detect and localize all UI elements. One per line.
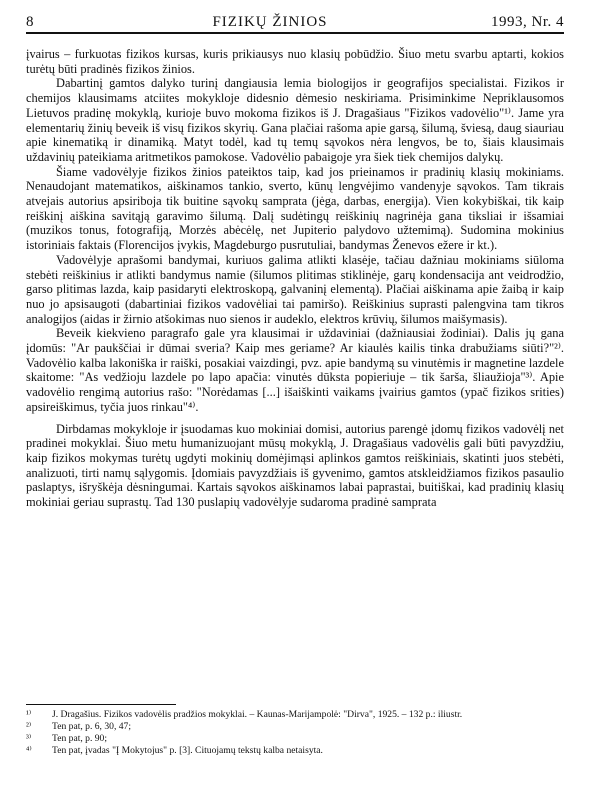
footnote-text: Ten pat, įvadas "Į Mokytojus" p. [3]. Cituojamų tekstų kalba netaisyta. bbox=[52, 745, 323, 756]
footnote-mark: ³⁾ bbox=[26, 733, 32, 744]
issue-label: 1993, Nr. 4 bbox=[491, 14, 564, 30]
paragraph: Šiame vadovėlyje fizikos žinios pateiktos taip, kad jos prieinamos ir pradinių klasių mokiniams. Nenaudojant matematikos, aiškinamos tankio, sverto, kūnų lengvėjimo vandenyje sąvokos. Tam tikrais atvejais autorius apsiriboja tik buitine sąvokų samprata (jėga, darbas, energija). Vien kokybiškai, tik kaip reiškinį aiškina savitąją garavimo šilumą. Dalį sudėtingų reiškinių nagrinėja gana tiksliai ir išsamiai (muzikos tonus, fotografiją, Morzės abėcėlę, net Jupiterio palydovo užtemimą). Sudomina mokinius istoriniais faktais (Florencijos įvykis, Magdeburgo pusrutuliai, bandymas Ženevos ežere ir kt.). bbox=[26, 164, 564, 253]
footnote-item bbox=[26, 733, 564, 745]
paragraph: įvairus – furkuotas fizikos kursas, kuris prikiausys nuo klasių pobūdžio. Šiuo metu svarbu aptarti, kokios turėtų būti pradinės fizikos žinios. bbox=[26, 47, 564, 76]
footnote-item bbox=[26, 721, 564, 733]
paragraph: Beveik kiekvieno paragrafo gale yra klausimai ir uždaviniai (dažniausiai žodiniai). Dalis jų gana įdomūs: "Ar paukščiai ir dūmai sveria? Kaip mes geriame? Ar kiaulės kailis tinka drabužiams siūti?"²⁾. Vadovėlio kalba lakoniška ir raiški, posakiai vaizdingi, pvz. apie bandymą su vinutėmis ir magnetine lazdele skaitome: "As vedžioju lazdele po lapo apačia: vinutės dūksta popieriuje – tik šarša, šliaužioja"³⁾. Apie vadovėlio rengimą autorius rašo: "Norėdamas [...] išaiškinti vaikams įvairius gamtos (ypač fizikos srities) apsireiškimus, tyčia juos rinkau"⁴⁾. bbox=[26, 326, 564, 414]
footnote-mark: ⁴⁾ bbox=[26, 745, 32, 756]
journal-title: FIZIKŲ ŽINIOS bbox=[212, 14, 328, 30]
page-number: 8 bbox=[26, 14, 34, 30]
footnote-text: J. Dragašius. Fizikos vadovėlis pradžios mokyklai. – Kaunas-Marijampolė: "Dirva", 1925. – 132 p.: iliustr. bbox=[52, 709, 463, 720]
paragraph: Dirbdamas mokykloje ir įsuodamas kuo mokiniai domisi, autorius parengė įdomų fizikos vadovėlį net pradinei mokyklai. Šiuo metu humanizuojant mūsų mokyklą, J. Dragašiaus vadovėlis gali būti pavyzdžiu, kaip fizikos mokymas turėtų ugdyti mokinių domėjimąsi aplinkos gamtos reiškiniais, skatinti juos stebėti, analizuoti, tirti namų sąlygomis. Įdomiais pavyzdžiais iš gyvenimo, gamtos atskleidžiamos fizikos pasaulio paslaptys, išryškėja dėsningumai. Kartais sąvokos aiškinamos labai paprastai, buitiškai, kad pradinių klasių mokiniai geriau suprastų. Tad 130 puslapių vadovėlyje sudaroma pradinė samprata bbox=[26, 421, 564, 510]
footnotes bbox=[26, 704, 564, 757]
footnote-divider bbox=[26, 704, 176, 705]
footnote-mark: ¹⁾ bbox=[26, 709, 32, 720]
paragraph: Dabartinį gamtos dalyko turinį dangiausia lemia biologijos ir geografijos specialistai. Fizikos ir chemijos klausimams atciites mokykloje didesnio dėmesio neskiriama. Prisiminkime Nepriklausomos Lietuvos pradinę mokyklą, kurioje buvo mokoma fizikos iš J. Dragašiaus "Fizikos vadovėlio"¹⁾. Jame yra elementarių žinių beveik iš visų fizikos skyrių. Gana plačiai rašoma apie garsą, šilumą, šviesą, daug siauriau apie kinematiką ir dinamiką. Matyt todėl, kad tų temų sąvokos nėra lengvos, be to, šiais klausimais uždavinių pateikiama aritmetikos pamokose. Vadovėlio pabaigoje yra šiek tiek chemijos dalykų. bbox=[26, 76, 564, 164]
footnote-mark: ²⁾ bbox=[26, 721, 32, 732]
paragraph: Vadovėlyje aprašomi bandymai, kuriuos galima atlikti klasėje, tačiau dažniau mokiniams siūloma stebėti reiškinius ir atlikti bandymus namie (šilumos plitimas stiklinėje, garų kondensacija ant veidrodžio, garso plitimas lazda, kaip pasidaryti elektroskopą, galvaninį elementą). Plačiai aiškinama apie žaibą ir kaip nuo jo apsisaugoti (dabartiniai fizikos vadovėliai tai pamiršo). Reiškinius suprasti palengvina tam tikros analogijos (aidas ir žirnio atšokimas nuo sienos ir audeklo, elektros krūvių, šilumos maišymasis). bbox=[26, 252, 564, 326]
running-header bbox=[26, 14, 564, 34]
footnote-item bbox=[26, 745, 564, 757]
footnote-text: Ten pat, p. 6, 30, 47; bbox=[52, 721, 131, 732]
footnote-text: Ten pat, p. 90; bbox=[52, 733, 108, 744]
article-body bbox=[26, 47, 564, 510]
footnote-item bbox=[26, 709, 564, 721]
